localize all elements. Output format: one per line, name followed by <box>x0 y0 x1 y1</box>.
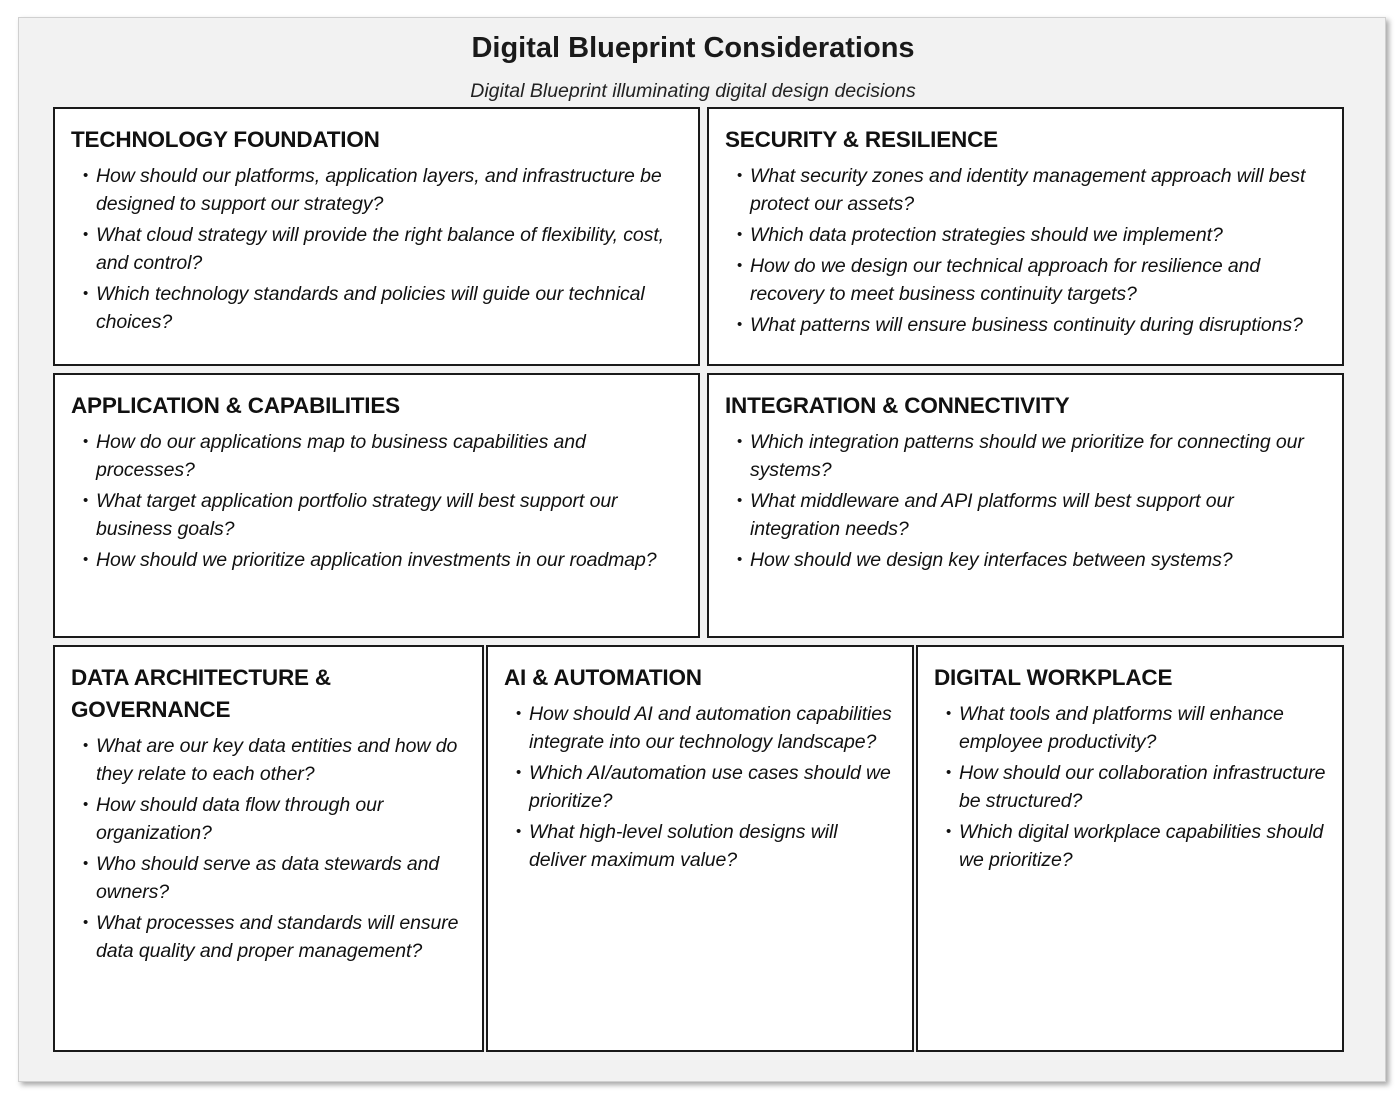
page-subtitle: Digital Blueprint illuminating digital design decisions <box>470 80 916 102</box>
bullet-icon: • <box>83 492 89 509</box>
card-heading: INTEGRATION & CONNECTIVITY <box>725 393 1070 418</box>
question-text: Which data protection strategies should we implement? <box>750 224 1223 246</box>
bullet-icon: • <box>737 167 743 184</box>
bullet-icon: • <box>737 433 743 450</box>
question-item <box>725 311 1328 339</box>
question-text: How should AI and automation capabilities integrate into our technology landscape? <box>529 703 892 753</box>
question-item <box>725 162 1328 218</box>
bullet-icon: • <box>946 823 952 840</box>
card-technology-foundation <box>53 107 700 366</box>
card-ai-automation <box>486 645 914 1052</box>
question-text: What middleware and API platforms will best support our integration needs? <box>750 490 1234 540</box>
bullet-icon: • <box>83 285 89 302</box>
question-item <box>71 221 684 277</box>
card-application-capabilities <box>53 373 700 638</box>
question-text: What target application portfolio strategy will best support our business goals? <box>96 490 618 540</box>
question-text: Who should serve as data stewards and owners? <box>96 853 440 903</box>
card-digital-workplace <box>916 645 1344 1052</box>
question-item <box>725 221 1328 249</box>
card-integration-connectivity <box>707 373 1344 638</box>
question-item <box>934 759 1328 815</box>
question-list <box>725 428 1328 574</box>
question-text: What cloud strategy will provide the right balance of flexibility, cost, and control? <box>96 224 664 274</box>
bullet-icon: • <box>83 167 89 184</box>
card-heading: TECHNOLOGY FOUNDATION <box>71 127 380 152</box>
bullet-icon: • <box>83 855 89 872</box>
question-list <box>71 428 684 574</box>
bullet-icon: • <box>83 796 89 813</box>
bullet-icon: • <box>737 492 743 509</box>
question-text: How should our collaboration infrastructure be structured? <box>959 762 1326 812</box>
question-text: How should data flow through our organization? <box>96 794 384 844</box>
question-text: How should we prioritize application investments in our roadmap? <box>96 549 657 571</box>
question-item <box>725 252 1328 308</box>
question-text: How do we design our technical approach for resilience and recovery to meet business continuity targets? <box>750 255 1261 305</box>
question-list <box>934 700 1328 874</box>
question-item <box>725 487 1328 543</box>
bullet-icon: • <box>516 823 522 840</box>
bullet-icon: • <box>516 764 522 781</box>
question-item <box>504 818 898 874</box>
question-item <box>71 732 468 788</box>
question-item <box>71 850 468 906</box>
bullet-icon: • <box>737 551 743 568</box>
question-text: Which AI/automation use cases should we prioritize? <box>529 762 891 812</box>
question-text: What patterns will ensure business continuity during disruptions? <box>750 314 1303 336</box>
card-heading: DIGITAL WORKPLACE <box>934 665 1173 690</box>
bullet-icon: • <box>83 226 89 243</box>
question-text: Which technology standards and policies will guide our technical choices? <box>96 283 645 333</box>
bullet-icon: • <box>83 433 89 450</box>
card-security-resilience <box>707 107 1344 366</box>
question-text: What processes and standards will ensure data quality and proper management? <box>96 912 459 962</box>
card-heading: APPLICATION & CAPABILITIES <box>71 393 400 418</box>
bullet-icon: • <box>516 705 522 722</box>
question-list <box>725 162 1328 339</box>
question-item <box>725 546 1328 574</box>
question-text: Which integration patterns should we prioritize for connecting our systems? <box>750 431 1304 481</box>
question-item <box>504 700 898 756</box>
question-item <box>71 428 684 484</box>
question-text: How do our applications map to business capabilities and processes? <box>96 431 586 481</box>
bullet-icon: • <box>83 551 89 568</box>
bullet-icon: • <box>946 764 952 781</box>
question-item <box>71 791 468 847</box>
bullet-icon: • <box>83 737 89 754</box>
question-item <box>934 700 1328 756</box>
card-heading: AI & AUTOMATION <box>504 665 702 690</box>
question-text: How should we design key interfaces between systems? <box>750 549 1233 571</box>
question-item <box>71 162 684 218</box>
bullet-icon: • <box>946 705 952 722</box>
card-heading: DATA ARCHITECTURE & GOVERNANCE <box>71 665 331 722</box>
question-item <box>71 487 684 543</box>
question-text: Which digital workplace capabilities should we prioritize? <box>959 821 1324 871</box>
bullet-icon: • <box>737 226 743 243</box>
question-text: How should our platforms, application layers, and infrastructure be designed to support our strategy? <box>96 165 662 215</box>
question-text: What tools and platforms will enhance employee productivity? <box>959 703 1284 753</box>
bullet-icon: • <box>737 316 743 333</box>
question-item <box>71 280 684 336</box>
card-heading: SECURITY & RESILIENCE <box>725 127 998 152</box>
question-list <box>71 732 468 965</box>
question-item <box>71 909 468 965</box>
question-item <box>725 428 1328 484</box>
question-item <box>504 759 898 815</box>
bullet-icon: • <box>737 257 743 274</box>
question-list <box>504 700 898 874</box>
question-text: What are our key data entities and how do they relate to each other? <box>96 735 458 785</box>
question-item <box>71 546 684 574</box>
question-text: What high-level solution designs will deliver maximum value? <box>529 821 838 871</box>
question-list <box>71 162 684 336</box>
question-item <box>934 818 1328 874</box>
bullet-icon: • <box>83 914 89 931</box>
page-title: Digital Blueprint Considerations <box>471 32 915 64</box>
card-data-architecture-governance <box>53 645 484 1052</box>
question-text: What security zones and identity management approach will best protect our assets? <box>750 165 1306 215</box>
